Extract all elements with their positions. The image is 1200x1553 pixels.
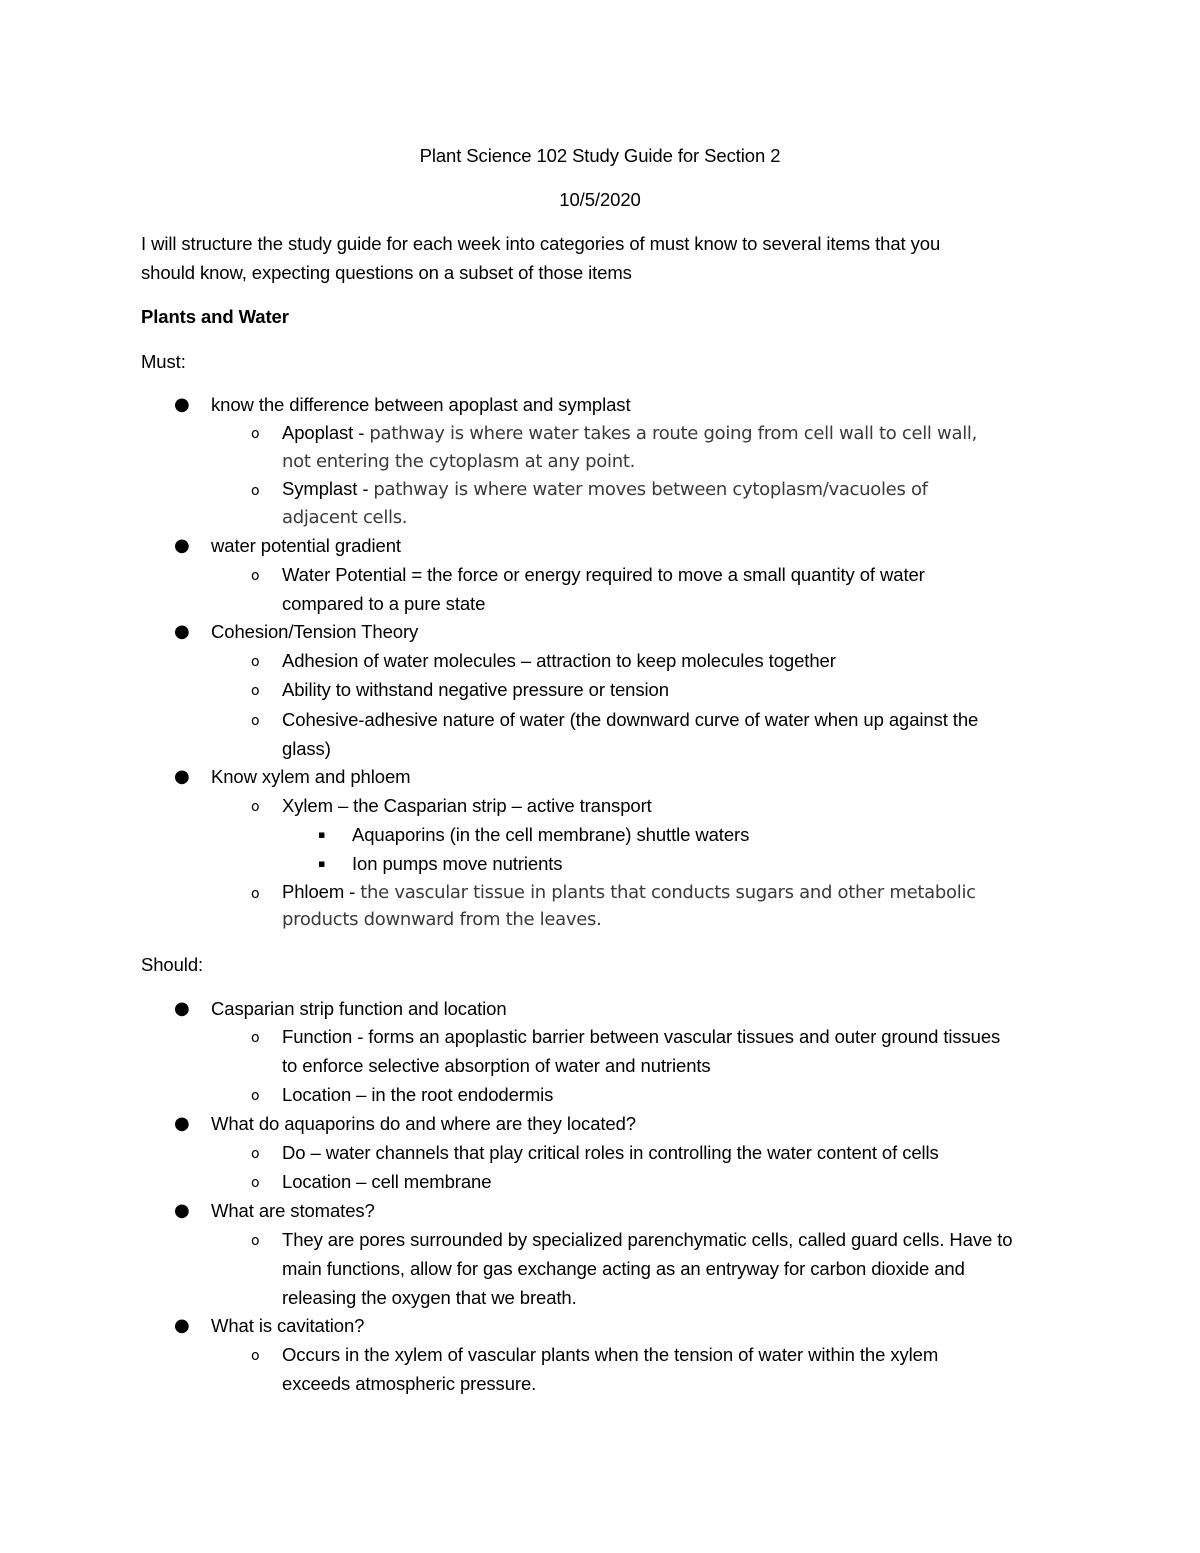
- definition-text: pathway is where water moves between cytoplasm/vacuoles of: [373, 479, 928, 500]
- definition-text: adjacent cells.: [282, 507, 408, 528]
- list-item: know the difference between apoplast and symplast: [211, 394, 631, 415]
- document-date: 10/5/2020: [559, 189, 641, 210]
- list-item: Occurs in the xylem of vascular plants when the tension of water within the xylem: [282, 1344, 939, 1365]
- circle-marker: o: [251, 683, 260, 699]
- list-item: What is cavitation?: [211, 1315, 365, 1336]
- term-label: Apoplast -: [282, 422, 370, 443]
- circle-marker: o: [251, 1233, 260, 1249]
- list-item: Aquaporins (in the cell membrane) shuttle waters: [352, 824, 750, 845]
- bullet-marker: ●: [174, 998, 190, 1019]
- circle-marker: o: [251, 1146, 260, 1162]
- list-item-continuation: main functions, allow for gas exchange acting as an entryway for carbon dioxide and: [282, 1258, 965, 1279]
- circle-marker: o: [251, 1088, 260, 1104]
- list-item: [282, 421, 977, 446]
- list-item-continuation: glass): [282, 738, 331, 759]
- circle-marker: o: [251, 1175, 260, 1191]
- list-item: Location – cell membrane: [282, 1171, 492, 1192]
- bullet-marker: ●: [174, 1200, 190, 1221]
- definition-text: pathway is where water takes a route going from cell wall to cell wall,: [369, 423, 978, 444]
- bullet-marker: ●: [174, 394, 190, 415]
- bullet-marker: ●: [174, 621, 190, 642]
- document-title: Plant Science 102 Study Guide for Section 2: [419, 145, 781, 166]
- circle-marker: o: [251, 654, 260, 670]
- list-item: Xylem – the Casparian strip – active transport: [282, 795, 652, 816]
- circle-marker: o: [251, 568, 260, 584]
- list-item: water potential gradient: [211, 535, 401, 556]
- bullet-marker: ●: [174, 1315, 190, 1336]
- definition-text: products downward from the leaves.: [282, 909, 602, 930]
- list-item: Know xylem and phloem: [211, 766, 411, 787]
- list-item: Function - forms an apoplastic barrier between vascular tissues and outer ground tissues: [282, 1026, 1001, 1047]
- list-item: What do aquaporins do and where are they located?: [211, 1113, 636, 1134]
- list-item: Do – water channels that play critical roles in controlling the water content of cells: [282, 1142, 939, 1163]
- circle-marker: o: [251, 1030, 260, 1046]
- list-item-continuation: releasing the oxygen that we breath.: [282, 1287, 577, 1308]
- must-label: Must:: [141, 351, 186, 372]
- list-item: Cohesion/Tension Theory: [211, 621, 419, 642]
- term-label: Phloem -: [282, 881, 361, 902]
- definition-text: the vascular tissue in plants that conducts sugars and other metabolic: [360, 882, 976, 903]
- list-item-continuation: compared to a pure state: [282, 593, 486, 614]
- list-item-continuation: to enforce selective absorption of water and nutrients: [282, 1055, 711, 1076]
- list-item: What are stomates?: [211, 1200, 375, 1221]
- list-item: Adhesion of water molecules – attraction to keep molecules together: [282, 650, 836, 671]
- should-label: Should:: [141, 954, 204, 975]
- section-heading: Plants and Water: [141, 306, 289, 327]
- list-item: Casparian strip function and location: [211, 998, 507, 1019]
- circle-marker: o: [251, 713, 260, 729]
- list-item: Ion pumps move nutrients: [352, 853, 563, 874]
- bullet-marker: ●: [174, 535, 190, 556]
- circle-marker: o: [251, 1348, 260, 1364]
- definition-text: not entering the cytoplasm at any point.: [282, 451, 635, 472]
- list-item: They are pores surrounded by specialized parenchymatic cells, called guard cells. Have to: [282, 1229, 1013, 1250]
- bullet-marker: ●: [174, 766, 190, 787]
- list-item: Location – in the root endodermis: [282, 1084, 554, 1105]
- circle-marker: o: [251, 799, 260, 815]
- list-item: Cohesive-adhesive nature of water (the downward curve of water when up against the: [282, 709, 979, 730]
- circle-marker: o: [251, 483, 260, 499]
- circle-marker: o: [251, 426, 260, 442]
- square-marker: ▪: [318, 857, 326, 870]
- list-item-continuation: exceeds atmospheric pressure.: [282, 1373, 537, 1394]
- list-item: [282, 880, 976, 905]
- list-item: Water Potential = the force or energy required to move a small quantity of water: [282, 564, 925, 585]
- square-marker: ▪: [318, 828, 326, 841]
- intro-line: should know, expecting questions on a subset of those items: [141, 262, 632, 283]
- term-label: Symplast -: [282, 478, 374, 499]
- intro-line: I will structure the study guide for each week into categories of must know to several items that you: [141, 233, 941, 254]
- list-item: [282, 477, 928, 502]
- bullet-marker: ●: [174, 1113, 190, 1134]
- list-item: Ability to withstand negative pressure or tension: [282, 679, 669, 700]
- circle-marker: o: [251, 886, 260, 902]
